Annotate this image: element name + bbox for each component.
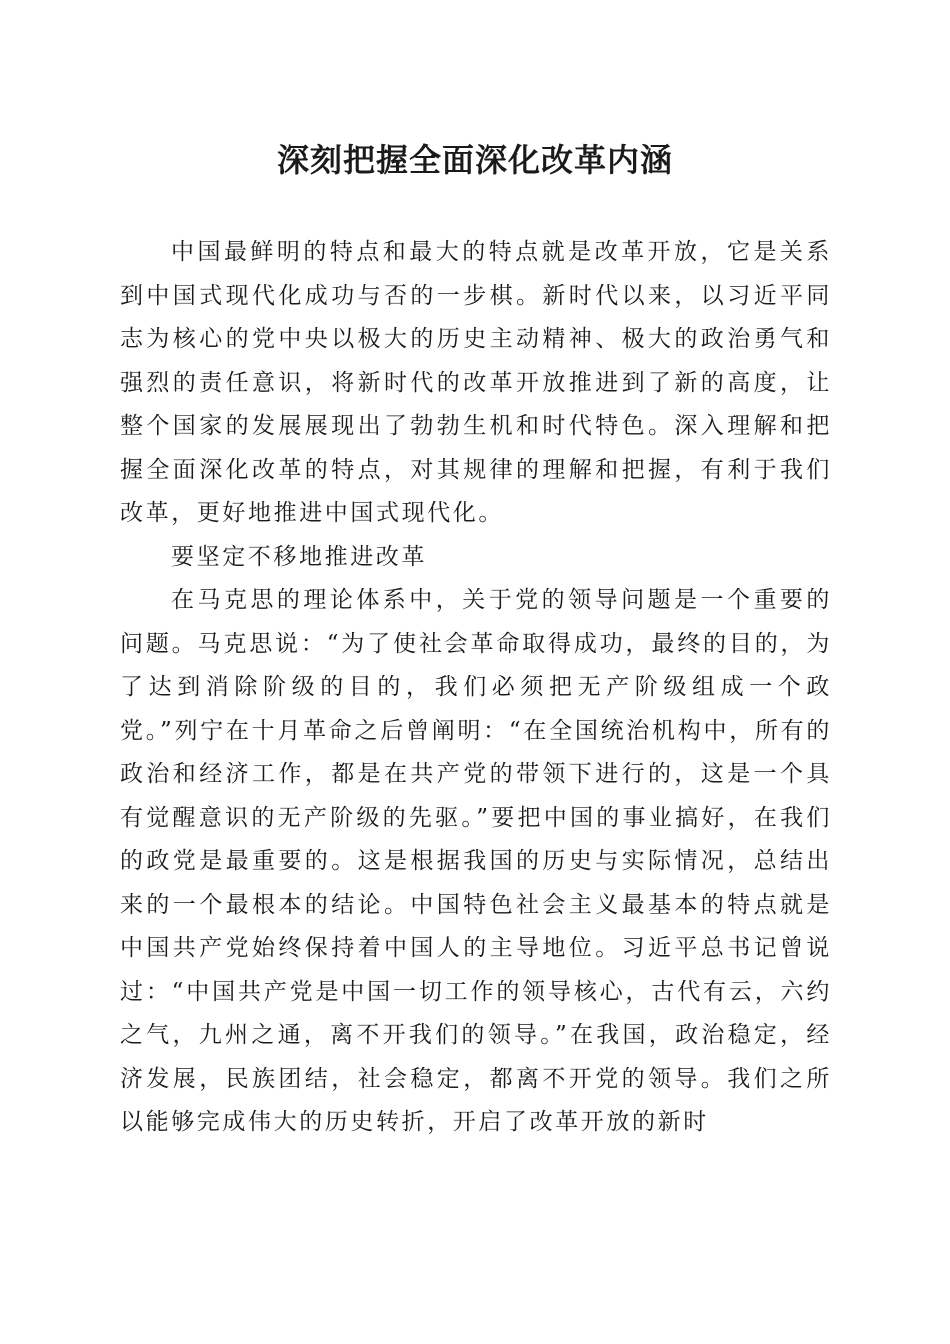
section-heading: 要坚定不移地推进改革	[171, 543, 427, 570]
paragraph-intro: 中国最鲜明的特点和最大的特点就是改革开放，它是关系到中国式现代化成功与否的一步棋。新时代以来，以习近平同志为核心的党中央以极大的历史主动精神、极大的政治勇气和强烈的责任意识，将新时代的改革开放推进到了新的高度，让整个国家的发展展现出了勃勃生机和时代特色。深入理解和把握全面深化改革的特点，对其规律的理解和把握，有利于我们改革，更好地推进中国式现代化。	[120, 239, 832, 526]
paragraph-party-leadership: 在马克思的理论体系中，关于党的领导问题是一个重要的问题。马克思说：“为了使社会革命取得成功，最终的目的，为了达到消除阶级的目的，我们必须把无产阶级组成一个政党。”列宁在十月革命之后曾阐明：“在全国统治机构中，所有的政治和经济工作，都是在共产党的带领下进行的，这是一个具有觉醒意识的无产阶级的先驱。”要把中国的事业搞好，在我们的政党是最重要的。这是根据我国的历史与实际情况，总结出来的一个最根本的结论。中国特色社会主义最基本的特点就是中国共产党始终保持着中国人的主导地位。习近平总书记曾说过：“中国共产党是中国一切工作的领导核心，古代有云，六约之气，九州之通，离不开我们的领导。”在我国，政治稳定，经济发展，民族团结，社会稳定，都离不开党的领导。我们之所以能够完成伟大的历史转折，开启了改革开放的新时	[120, 587, 832, 1135]
document-title: 深刻把握全面深化改革内涵	[276, 141, 673, 179]
document-body	[120, 231, 832, 1145]
